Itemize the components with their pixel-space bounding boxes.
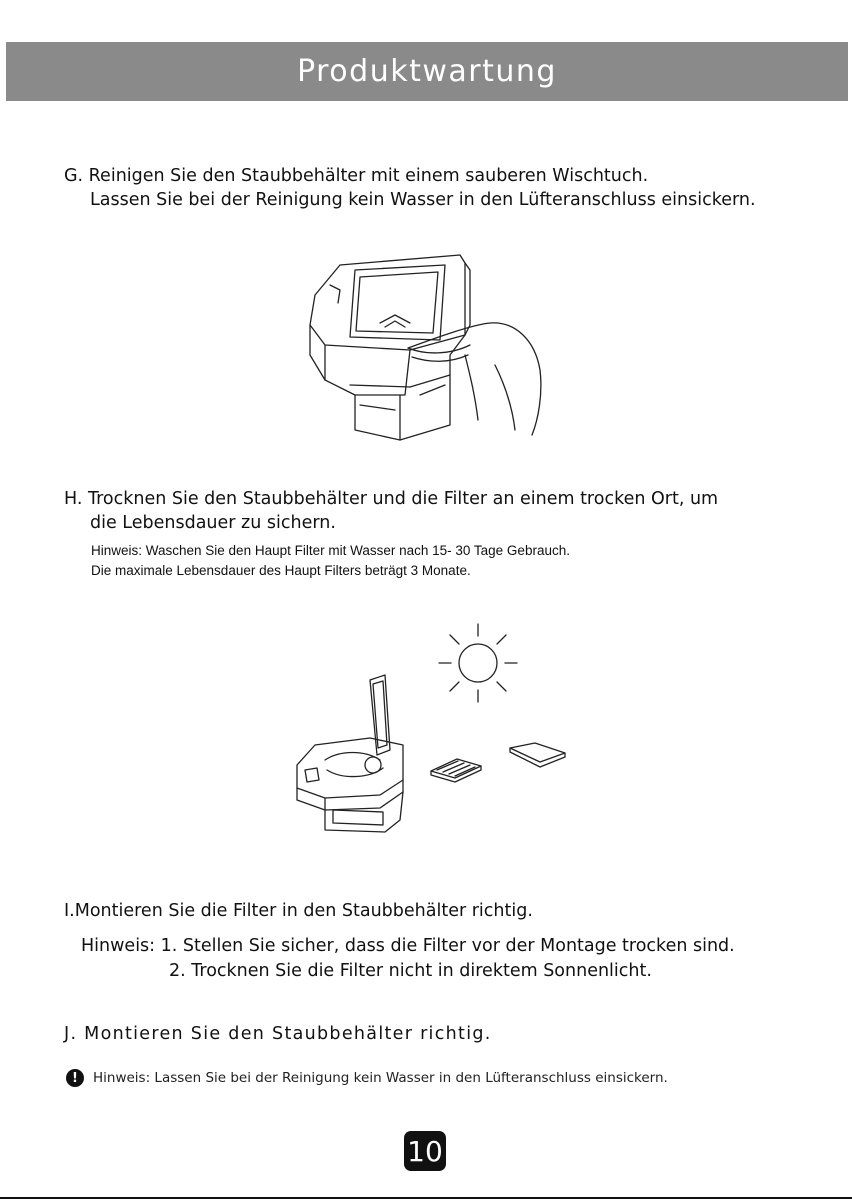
warning-text: Hinweis: Lassen Sie bei der Reinigung kein Wasser in den Lüfteranschluss einsickern. (93, 1070, 668, 1086)
step-g-line2: Lassen Sie bei der Reinigung kein Wasser in den Lüfteranschluss einsickern. (90, 190, 756, 210)
step-g (64, 164, 756, 212)
step-i-note-1: Hinweis: 1. Stellen Sie sicher, dass die Filter vor der Montage trocken sind. (81, 936, 735, 956)
bottom-rule (0, 1197, 852, 1199)
step-i-line1: I.Montieren Sie die Filter in den Staubbehälter richtig. (64, 901, 533, 921)
step-h-note (91, 541, 570, 581)
step-g-line1: G. Reinigen Sie den Staubbehälter mit einem sauberen Wischtuch. (64, 166, 649, 186)
step-j (64, 1022, 492, 1046)
dustbin-drying-sun-illustration (285, 620, 525, 840)
sun-icon (439, 624, 517, 702)
step-j-line1: J. Montieren Sie den Staubbehälter richtig. (64, 1024, 492, 1044)
warning-note (66, 1069, 668, 1087)
page-title: Produktwartung (297, 54, 557, 89)
step-h-note-2: Die maximale Lebensdauer des Haupt Filters beträgt 3 Monate. (91, 563, 471, 578)
step-h-line2: die Lebensdauer zu sichern. (90, 513, 336, 533)
step-h-note-1: Hinweis: Waschen Sie den Haupt Filter mit Wasser nach 15- 30 Tage Gebrauch. (91, 543, 570, 558)
step-h-line1: H. Trocknen Sie den Staubbehälter und die Filter an einem trocken Ort, um (64, 489, 719, 509)
page-number: 10 (404, 1131, 446, 1171)
step-i-note (81, 934, 735, 984)
step-i-note-2: 2. Trocknen Sie die Filter nicht in direktem Sonnenlicht. (169, 961, 652, 981)
step-i (64, 899, 533, 923)
warning-icon: ! (66, 1069, 84, 1087)
sponge-filter-icon (510, 743, 565, 767)
filter-icon (431, 759, 481, 782)
header-bar (6, 42, 848, 101)
dustbin-cleaning-illustration (300, 245, 550, 455)
step-h (64, 487, 718, 535)
